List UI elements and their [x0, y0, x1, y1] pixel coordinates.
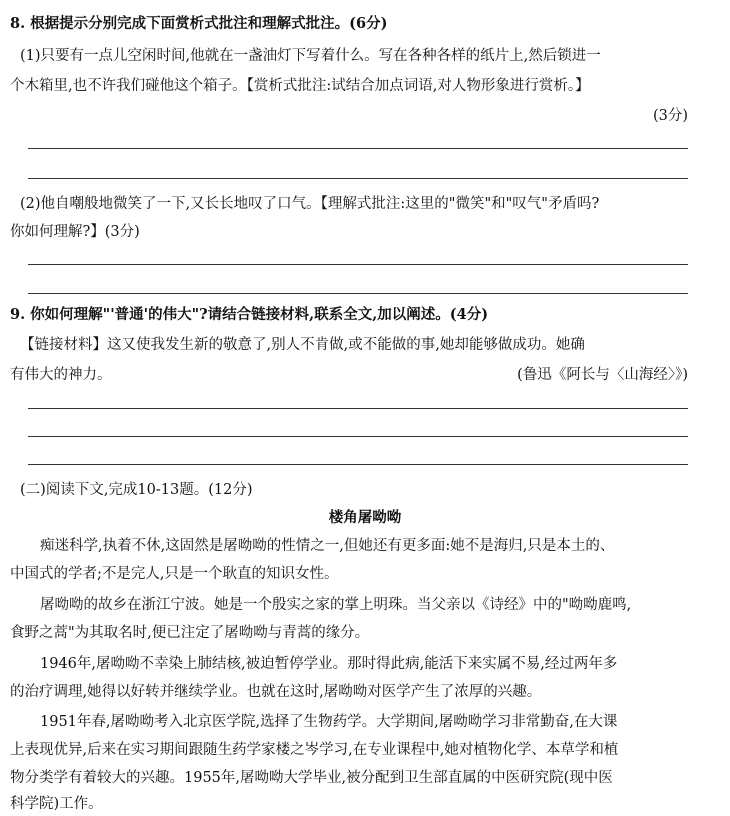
q9-material-line2: 有伟大的神力。 — [10, 367, 112, 383]
q8-part2-line2: 你如何理解?】(3分) — [10, 224, 140, 240]
q8-part1-line1: (1)只要有一点儿空闲时间,他就在一盏油灯下写着什么。写在各种各样的纸片上,然后锁进一 — [20, 48, 601, 64]
answer-line — [28, 293, 688, 294]
q9-material-source: (鲁迅《阿长与〈山海经〉》) — [517, 367, 688, 383]
q9-material-line1: 【链接材料】这又使我发生新的敬意了,别人不肯做,或不能做的事,她却能够做成功。她确 — [20, 337, 585, 353]
answer-line — [28, 408, 688, 409]
para1-line1: 痴迷科学,执着不休,这固然是屠呦呦的性情之一,但她还有更多面:她不是海归,只是本土的、 — [40, 538, 615, 554]
para3-line2: 的治疗调理,她得以好转并继续学业。也就在这时,屠呦呦对医学产生了浓厚的兴趣。 — [10, 684, 542, 700]
para2-line2: 食野之蒿"为其取名时,便已注定了屠呦呦与青蒿的缘分。 — [10, 625, 370, 641]
para4-line1: 1951年春,屠呦呦考入北京医学院,选择了生物药学。大学期间,屠呦呦学习非常勤奋,在大课 — [40, 714, 618, 730]
answer-line — [28, 464, 688, 465]
answer-line — [28, 436, 688, 437]
answer-line — [28, 264, 688, 265]
para3-line1: 1946年,屠呦呦不幸染上肺结核,被迫暂停学业。那时得此病,能活下来实属不易,经过两年多 — [40, 656, 618, 672]
article-title: 楼角屠呦呦 — [328, 509, 402, 526]
para4-line2: 上表现优异,后来在实习期间跟随生药学家楼之岑学习,在专业课程中,她对植物化学、本草学和植 — [10, 742, 619, 758]
para4-line4: 科学院)工作。 — [10, 796, 103, 812]
answer-line — [28, 148, 688, 149]
para4-line3: 物分类学有着较大的兴趣。1955年,屠呦呦大学毕业,被分配到卫生部直属的中医研究院(现中医 — [10, 770, 613, 786]
para1-line2: 中国式的学者;不是完人,只是一个耿直的知识女性。 — [10, 566, 339, 582]
section-2-intro: (二)阅读下文,完成10-13题。(12分) — [20, 482, 253, 498]
question-8-title: 8. 根据提示分别完成下面赏析式批注和理解式批注。(6分) — [10, 15, 388, 32]
q8-part2-line1: (2)他自嘲般地微笑了一下,又长长地叹了口气。【理解式批注:这里的"微笑"和"叹气"矛盾吗? — [20, 196, 600, 212]
para2-line1: 屠呦呦的故乡在浙江宁波。她是一个殷实之家的掌上明珠。当父亲以《诗经》中的"呦呦鹿鸣, — [40, 597, 632, 613]
q8-part1-score: (3分) — [652, 108, 688, 124]
question-9-title: 9. 你如何理解"'普通'的伟大"?请结合链接材料,联系全文,加以阐述。(4分) — [10, 306, 489, 323]
q8-part1-line2: 个木箱里,也不许我们碰他这个箱子。【赏析式批注:试结合加点词语,对人物形象进行赏析。】 — [10, 78, 590, 94]
answer-line — [28, 178, 688, 179]
